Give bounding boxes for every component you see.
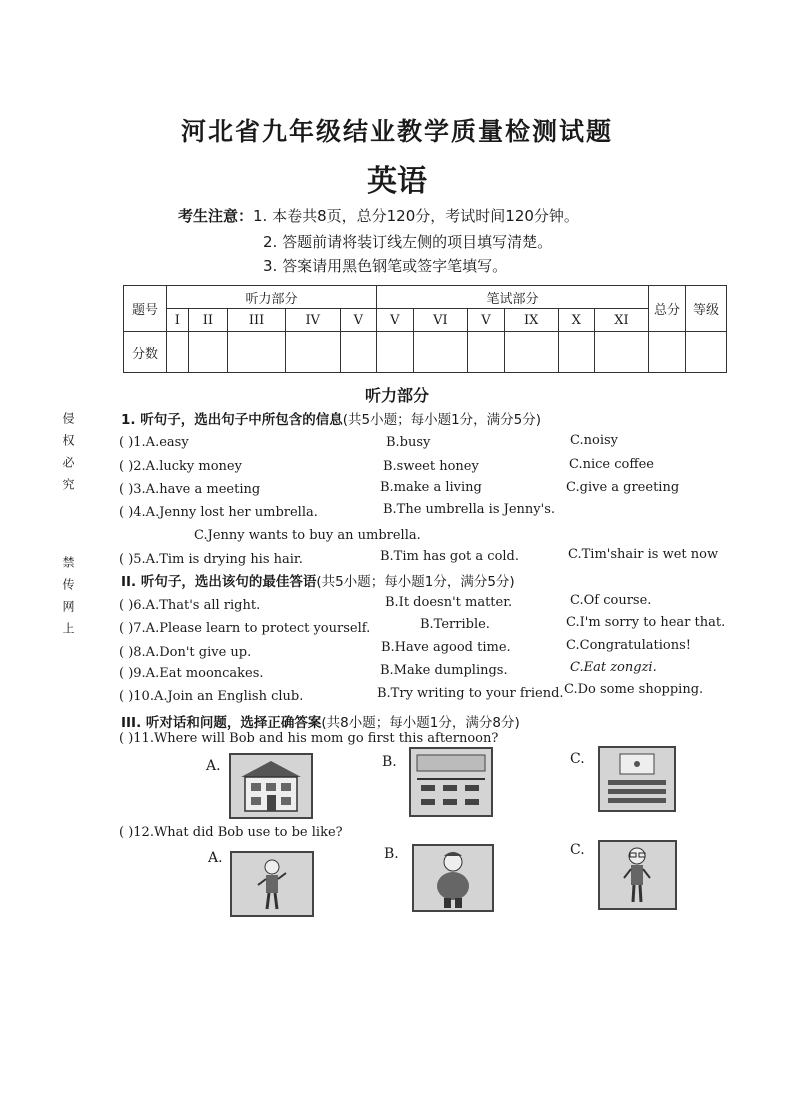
question-2-option-c: C.nice coffee [569, 457, 654, 472]
score-col-header: VI [413, 309, 468, 332]
score-table-listening: 听力部分 [167, 286, 377, 309]
score-col-header: IX [504, 309, 558, 332]
question-11-stem: ( )11.Where will Bob and his mom go first this afternoon? [119, 731, 499, 746]
score-col-header: XI [594, 309, 648, 332]
score-cell[interactable] [504, 332, 558, 373]
fat-boy-icon [414, 846, 492, 910]
question-3-option-b: B.make a living [380, 480, 482, 495]
house-icon [231, 755, 311, 817]
part3-heading-text: III. 听对话和问题，选择正确答案 [121, 715, 322, 731]
boy-with-glasses-picture-icon [598, 840, 677, 910]
part2-heading [121, 570, 515, 590]
notice-line-1 [178, 205, 579, 226]
question-3-option-c: C.give a greeting [566, 480, 680, 495]
score-cell[interactable] [468, 332, 505, 373]
question-6-option-b: B.It doesn't matter. [385, 595, 513, 610]
boy-with-glasses-icon [600, 842, 675, 908]
question-7-stem: ( )7.A.Please learn to protect yourself. [119, 621, 371, 636]
question-1-option-b: B.busy [386, 435, 431, 450]
score-col-header: V [377, 309, 414, 332]
question-5-stem: ( )5.A.Tim is drying his hair. [119, 552, 303, 567]
score-cell[interactable] [377, 332, 414, 373]
part1-heading [121, 408, 541, 428]
question-5-option-b: B.Tim has got a cold. [380, 549, 520, 564]
score-table-grade: 等级 [686, 286, 727, 332]
score-table-score-label: 分数 [124, 332, 167, 373]
question-9-stem: ( )9.A.Eat mooncakes. [119, 666, 264, 681]
question-11-label-b: B. [382, 754, 397, 770]
question-7-option-c: C.I'm sorry to hear that. [566, 615, 726, 630]
question-12-label-a: A. [208, 850, 223, 866]
question-8-stem: ( )8.A.Don't give up. [119, 645, 252, 660]
notice-line-2: 2. 答题前请将装订线左侧的项目填写清楚。 [263, 233, 553, 251]
score-table-total: 总分 [649, 286, 686, 332]
score-cell[interactable] [188, 332, 228, 373]
question-9-option-b: B.Make dumplings. [380, 663, 508, 678]
classroom-picture-icon [409, 747, 493, 817]
score-col-header: V [468, 309, 505, 332]
part3-heading-note: (共8小题；每小题1分，满分8分) [321, 715, 520, 731]
hall-picture-icon [598, 746, 676, 812]
score-cell[interactable] [686, 332, 727, 373]
score-cell[interactable] [558, 332, 594, 373]
thin-boy-icon [232, 853, 312, 915]
score-col-header: II [188, 309, 228, 332]
score-cell[interactable] [285, 332, 340, 373]
hall-icon [600, 748, 674, 810]
question-6-option-c: C.Of course. [570, 593, 652, 608]
question-10-option-c: C.Do some shopping. [564, 682, 704, 697]
score-cell[interactable] [340, 332, 377, 373]
question-6-stem: ( )6.A.That's all right. [119, 598, 261, 613]
score-cell[interactable] [413, 332, 468, 373]
question-1-stem: ( )1.A.easy [119, 435, 189, 450]
question-12-label-c: C. [570, 842, 585, 858]
question-10-option-b: B.Try writing to your friend. [377, 686, 564, 701]
question-4-option-b: B.The umbrella is Jenny's. [383, 502, 556, 517]
score-col-header: IV [285, 309, 340, 332]
part3-heading [121, 711, 520, 731]
thin-boy-picture-icon [230, 851, 314, 917]
question-12-label-b: B. [384, 846, 399, 862]
question-3-stem: ( )3.A.have a meeting [119, 482, 261, 497]
classroom-icon [411, 749, 491, 815]
question-4-stem: ( )4.A.Jenny lost her umbrella. [119, 505, 318, 520]
notice-line-3: 3. 答案请用黑色钢笔或签字笔填写。 [263, 257, 508, 275]
score-col-header: III [228, 309, 286, 332]
score-table-written: 笔试部分 [377, 286, 649, 309]
house-picture-icon [229, 753, 313, 819]
score-cell[interactable] [167, 332, 189, 373]
side-text-no-upload: 禁传网上 [61, 556, 75, 644]
side-text-copyright: 侵权必究 [61, 412, 75, 500]
question-10-stem: ( )10.A.Join an English club. [119, 689, 304, 704]
question-2-stem: ( )2.A.lucky money [119, 459, 242, 474]
score-table [123, 285, 727, 373]
score-cell[interactable] [228, 332, 286, 373]
notice-label: 考生注意： [178, 207, 254, 225]
question-8-option-b: B.Have agood time. [381, 640, 511, 655]
question-11-label-a: A. [206, 758, 221, 774]
part2-heading-note: (共5小题；每小题1分，满分5分) [316, 574, 515, 590]
part1-heading-note: (共5小题；每小题1分，满分5分) [342, 412, 542, 428]
question-12-stem: ( )12.What did Bob use to be like? [119, 825, 343, 840]
score-table-tihao: 题号 [124, 286, 167, 332]
score-col-header: X [558, 309, 594, 332]
fat-boy-picture-icon [412, 844, 494, 912]
question-1-option-c: C.noisy [570, 433, 618, 448]
question-4-option-c: C.Jenny wants to buy an umbrella. [194, 528, 421, 543]
section-title-listening: 听力部分 [364, 386, 429, 405]
score-col-header: I [167, 309, 189, 332]
question-2-option-b: B.sweet honey [383, 459, 479, 474]
score-cell[interactable] [649, 332, 686, 373]
score-cell[interactable] [594, 332, 648, 373]
subject-title: 英语 [367, 164, 427, 199]
question-7-option-b: B.Terrible. [420, 617, 490, 632]
question-9-option-c: C.Eat zongzi. [570, 660, 657, 675]
question-11-label-c: C. [570, 751, 585, 767]
question-5-option-c: C.Tim'shair is wet now [568, 547, 719, 562]
exam-title: 河北省九年级结业教学质量检测试题 [180, 117, 613, 146]
score-col-header: V [340, 309, 377, 332]
notice-text-1: 1. 本卷共8页，总分120分，考试时间120分钟。 [253, 207, 579, 225]
part2-heading-text: II. 听句子，选出该句的最佳答语 [121, 574, 317, 590]
part1-heading-text: 1. 听句子，选出句子中所包含的信息 [121, 412, 343, 428]
question-8-option-c: C.Congratulations! [566, 638, 692, 653]
